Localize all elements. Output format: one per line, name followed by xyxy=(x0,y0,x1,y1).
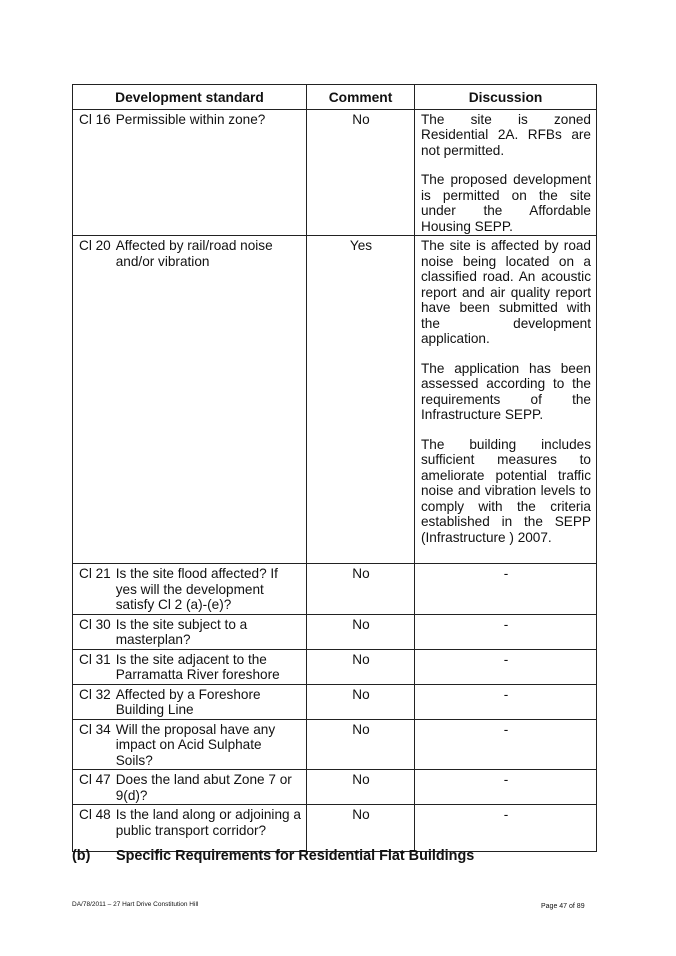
table-row xyxy=(73,719,597,770)
clause-number: Cl 47 xyxy=(79,772,111,787)
standard-text: Is the land along or adjoining a public transport corridor? xyxy=(115,807,301,838)
clause-number: Cl 16 xyxy=(79,111,111,127)
comment-cell: Yes xyxy=(307,236,415,564)
comment-cell: No xyxy=(307,649,415,684)
discussion-cell: - xyxy=(415,684,597,719)
standard-cell xyxy=(73,614,307,649)
clause-number: Cl 20 xyxy=(79,238,111,253)
discussion-paragraph: The site is zoned Residential 2A. RFBs are not permitted. xyxy=(421,111,591,158)
standard-text: Is the site flood affected? If yes will the development satisfy Cl 2 (a)-(e)? xyxy=(115,566,278,612)
discussion-paragraph: The building includes sufficient measures to ameliorate potential traffic noise and vibration levels to comply with the criteria established in the SEPP (Infrastructure ) 2007. xyxy=(421,436,591,545)
comment-cell: No xyxy=(307,805,415,852)
header-development-standard: Development standard xyxy=(73,85,307,110)
development-standards-table xyxy=(72,84,597,852)
comment-cell: No xyxy=(307,564,415,615)
discussion-cell: - xyxy=(415,649,597,684)
discussion-cell: - xyxy=(415,805,597,852)
standard-cell xyxy=(73,770,307,805)
header-comment: Comment xyxy=(307,85,415,110)
standard-text: Will the proposal have any impact on Acid Sulphate Soils? xyxy=(115,721,276,768)
standard-text: Affected by rail/road noise and/or vibration xyxy=(115,238,273,269)
discussion-cell: - xyxy=(415,564,597,615)
standard-text: Is the site subject to a masterplan? xyxy=(115,616,248,647)
comment-cell: No xyxy=(307,770,415,805)
table-row xyxy=(73,236,597,564)
discussion-cell xyxy=(415,109,597,236)
table-row xyxy=(73,649,597,684)
section-title: Specific Requirements for Residential Flat Buildings xyxy=(116,848,475,864)
standard-cell xyxy=(73,236,307,564)
standard-cell xyxy=(73,649,307,684)
standard-text: Is the site adjacent to the Parramatta River foreshore xyxy=(115,651,280,682)
standard-cell xyxy=(73,109,307,236)
standard-cell xyxy=(73,805,307,852)
clause-number: Cl 48 xyxy=(79,807,111,822)
comment-cell: No xyxy=(307,109,415,236)
standard-cell xyxy=(73,719,307,770)
table-header-row xyxy=(73,85,597,110)
standard-cell xyxy=(73,564,307,615)
discussion-cell: - xyxy=(415,719,597,770)
comment-cell: No xyxy=(307,684,415,719)
discussion-paragraph: The proposed development is permitted on the site under the Affordable Housing SEPP. xyxy=(421,172,591,234)
table-row xyxy=(73,805,597,852)
clause-number: Cl 32 xyxy=(79,686,111,702)
footer-reference: DA/78/2011 – 27 Hart Drive Constitution Hill xyxy=(72,901,199,908)
header-discussion: Discussion xyxy=(415,85,597,110)
discussion-cell: - xyxy=(415,614,597,649)
standard-cell xyxy=(73,684,307,719)
standard-text: Permissible within zone? xyxy=(115,111,266,127)
table-row xyxy=(73,564,597,615)
clause-number: Cl 34 xyxy=(79,721,111,737)
comment-cell: No xyxy=(307,719,415,770)
section-heading xyxy=(72,848,474,864)
comment-cell: No xyxy=(307,614,415,649)
page-number: Page 47 of 89 xyxy=(541,903,585,910)
table-row xyxy=(73,770,597,805)
discussion-cell: - xyxy=(415,770,597,805)
discussion-cell xyxy=(415,236,597,564)
table-row xyxy=(73,684,597,719)
table-row xyxy=(73,109,597,236)
standard-text: Does the land abut Zone 7 or 9(d)? xyxy=(115,772,292,803)
clause-number: Cl 31 xyxy=(79,651,111,667)
standard-text: Affected by a Foreshore Building Line xyxy=(115,686,261,717)
discussion-paragraph: The application has been assessed according to the requirements of the Infrastructure SEPP. xyxy=(421,360,591,422)
discussion-paragraph: The site is affected by road noise being located on a classified road. An acoustic report and air quality report have been submitted with the development application. xyxy=(421,238,591,346)
section-label: (b) xyxy=(72,848,91,864)
clause-number: Cl 30 xyxy=(79,616,111,632)
clause-number: Cl 21 xyxy=(79,566,111,581)
table-row xyxy=(73,614,597,649)
